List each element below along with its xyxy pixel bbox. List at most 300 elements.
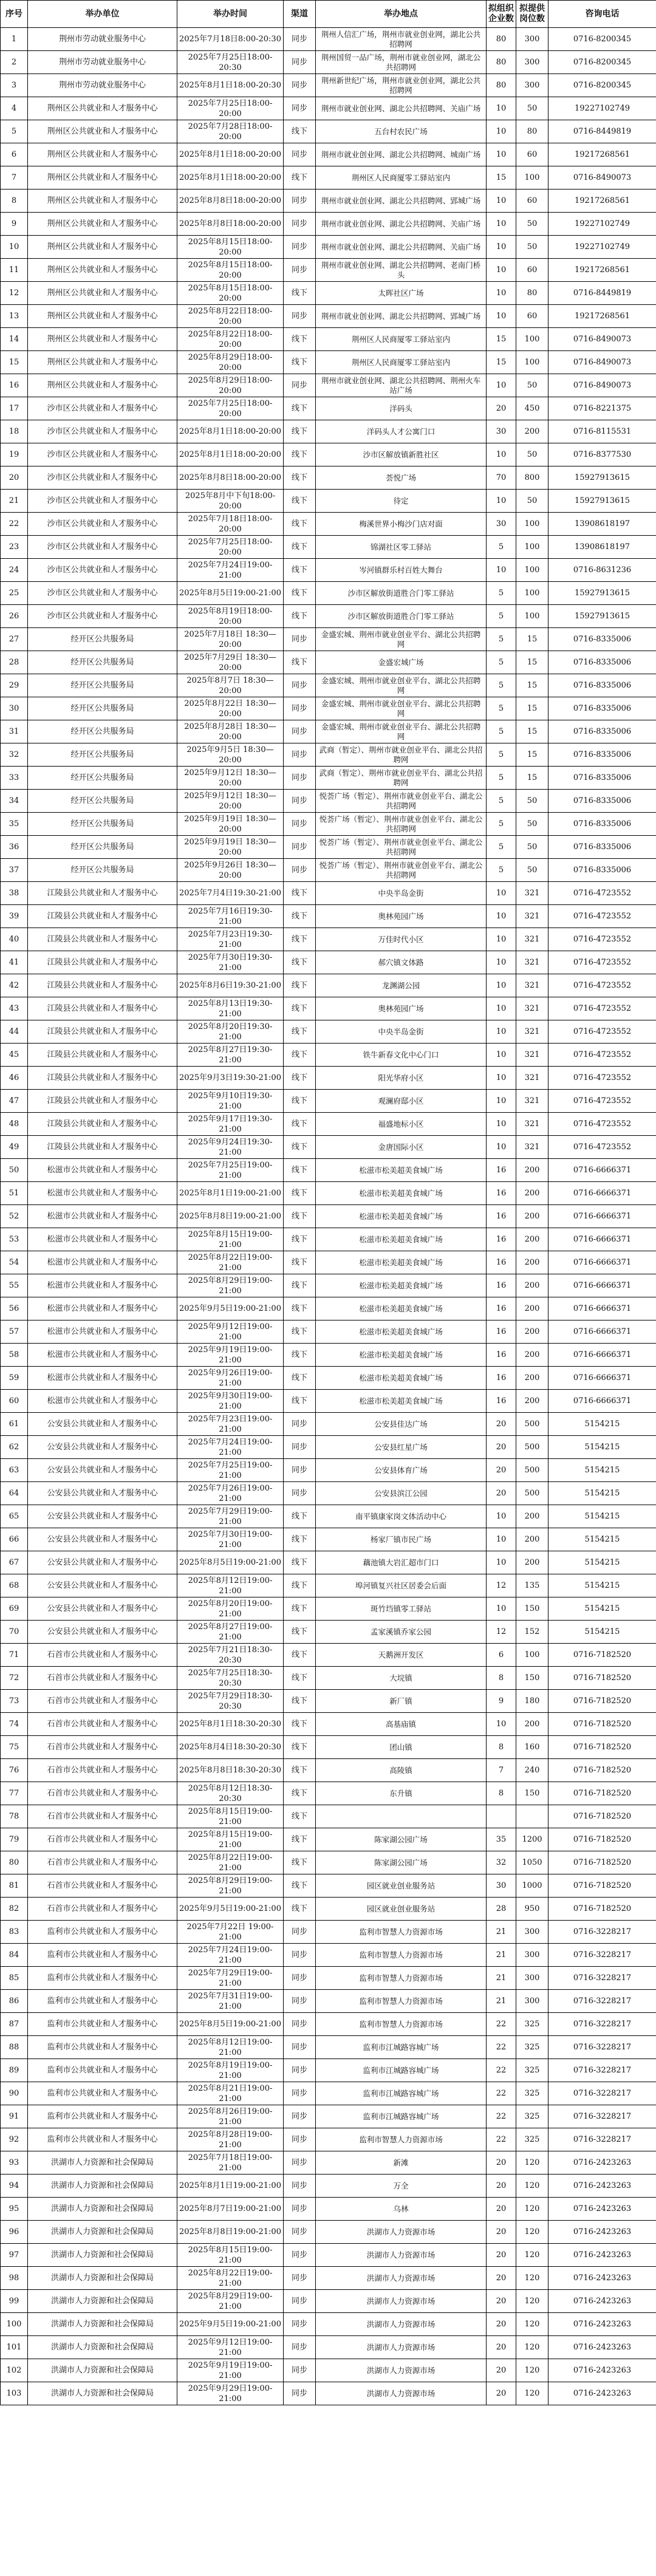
cell-organizer: 洪湖市人力资源和社会保障局 — [28, 2198, 177, 2221]
cell-job-count: 80 — [516, 120, 548, 143]
cell-job-count: 200 — [516, 1228, 548, 1251]
cell-phone: 13908618197 — [548, 536, 656, 559]
cell-index: 87 — [1, 2013, 28, 2036]
cell-channel: 线下 — [284, 559, 316, 582]
cell-time: 2025年7月23日19:30-21:00 — [177, 928, 284, 951]
cell-company-count: 10 — [487, 559, 516, 582]
cell-channel: 线下 — [284, 1090, 316, 1113]
table-row — [1, 1320, 656, 1344]
cell-phone: 0716-3228217 — [548, 1944, 656, 1967]
cell-job-count: 325 — [516, 2082, 548, 2105]
cell-job-count: 15 — [516, 697, 548, 720]
cell-job-count: 120 — [516, 2267, 548, 2290]
cell-index: 93 — [1, 2151, 28, 2175]
cell-channel: 线下 — [284, 1320, 316, 1344]
cell-organizer: 监利市公共就业和人才服务中心 — [28, 2013, 177, 2036]
table-row — [1, 1367, 656, 1390]
cell-phone: 19227102749 — [548, 97, 656, 120]
header-job-count: 拟提供岗位数 — [516, 1, 548, 28]
table-row — [1, 1828, 656, 1851]
cell-job-count: 80 — [516, 282, 548, 305]
cell-index: 36 — [1, 836, 28, 859]
cell-organizer: 公安县公共就业和人才服务中心 — [28, 1551, 177, 1574]
cell-time: 2025年8月8日18:00-20:00 — [177, 190, 284, 213]
cell-organizer: 松滋市公共就业和人才服务中心 — [28, 1297, 177, 1320]
table-row — [1, 2059, 656, 2082]
cell-time: 2025年8月27日19:00-21:00 — [177, 1621, 284, 1644]
cell-phone: 0716-2423263 — [548, 2244, 656, 2267]
cell-phone: 0716-3228217 — [548, 2036, 656, 2059]
cell-company-count: 35 — [487, 1828, 516, 1851]
cell-job-count: 100 — [516, 351, 548, 374]
cell-channel: 同步 — [284, 1413, 316, 1436]
cell-job-count: 321 — [516, 1136, 548, 1159]
cell-time: 2025年8月27日19:30-21:00 — [177, 1044, 284, 1067]
cell-location: 松滋市松美超美食城广场 — [316, 1344, 487, 1367]
cell-index: 99 — [1, 2290, 28, 2313]
cell-time: 2025年7月25日18:00-20:00 — [177, 397, 284, 420]
cell-phone: 0716-4723552 — [548, 928, 656, 951]
cell-location: 松滋市松美超美食城广场 — [316, 1390, 487, 1413]
cell-location: 沙市区解放镇新胜社区 — [316, 443, 487, 466]
cell-job-count: 500 — [516, 1482, 548, 1505]
table-row — [1, 1205, 656, 1228]
cell-job-count: 60 — [516, 305, 548, 328]
header-time: 举办时间 — [177, 1, 284, 28]
cell-channel: 同步 — [284, 1482, 316, 1505]
cell-company-count: 10 — [487, 443, 516, 466]
cell-organizer: 江陵县公共就业和人才服务中心 — [28, 1136, 177, 1159]
cell-organizer: 沙市区公共就业和人才服务中心 — [28, 420, 177, 443]
cell-time: 2025年9月12日19:00-21:00 — [177, 1320, 284, 1344]
cell-index: 23 — [1, 536, 28, 559]
cell-location: 监利市江城路容城广场 — [316, 2036, 487, 2059]
table-row — [1, 1874, 656, 1898]
table-row — [1, 2221, 656, 2244]
cell-organizer: 松滋市公共就业和人才服务中心 — [28, 1367, 177, 1390]
cell-index: 54 — [1, 1251, 28, 1274]
cell-channel: 线下 — [284, 997, 316, 1020]
cell-organizer: 荆州区公共就业和人才服务中心 — [28, 328, 177, 351]
table-row — [1, 1228, 656, 1251]
cell-job-count: 100 — [516, 582, 548, 605]
cell-job-count: 321 — [516, 1113, 548, 1136]
cell-job-count: 100 — [516, 1644, 548, 1667]
table-row — [1, 1251, 656, 1274]
cell-company-count: 5 — [487, 720, 516, 743]
cell-company-count: 15 — [487, 351, 516, 374]
cell-location: 荆州新世纪广场，荆州市就业创业网，湖北公共招聘网 — [316, 74, 487, 97]
cell-phone: 19217268561 — [548, 259, 656, 282]
cell-location: 公安县体育广场 — [316, 1459, 487, 1482]
cell-company-count: 10 — [487, 1528, 516, 1551]
cell-location: 金盛宏城、荆州市就业创业平台、湖北公共招聘网 — [316, 628, 487, 651]
cell-time: 2025年8月7日 18:30—20:00 — [177, 674, 284, 697]
cell-job-count: 1000 — [516, 1874, 548, 1898]
cell-index: 79 — [1, 1828, 28, 1851]
cell-phone: 0716-8200345 — [548, 74, 656, 97]
table-row — [1, 513, 656, 536]
cell-company-count: 6 — [487, 1644, 516, 1667]
cell-phone: 0716-8200345 — [548, 51, 656, 74]
cell-location: 沙市区解放街道胜合门零工驿站 — [316, 582, 487, 605]
cell-index: 10 — [1, 236, 28, 259]
cell-time: 2025年8月26日19:00-21:00 — [177, 2105, 284, 2128]
cell-index: 100 — [1, 2313, 28, 2336]
table-row — [1, 813, 656, 836]
cell-location: 武商（暂定）、荆州市就业创业平台、湖北公共招聘网 — [316, 743, 487, 767]
cell-organizer: 沙市区公共就业和人才服务中心 — [28, 513, 177, 536]
cell-channel: 同步 — [284, 190, 316, 213]
table-row — [1, 997, 656, 1020]
cell-company-count: 16 — [487, 1390, 516, 1413]
cell-location: 监利市智慧人力资源市场 — [316, 1967, 487, 1990]
cell-channel: 同步 — [284, 28, 316, 51]
cell-index: 3 — [1, 74, 28, 97]
cell-time: 2025年8月15日18:00-20:00 — [177, 259, 284, 282]
cell-job-count: 321 — [516, 974, 548, 997]
cell-organizer: 石首市公共就业和人才服务中心 — [28, 1782, 177, 1805]
cell-organizer: 洪湖市人力资源和社会保障局 — [28, 2359, 177, 2382]
cell-company-count: 16 — [487, 1274, 516, 1297]
cell-index: 8 — [1, 190, 28, 213]
cell-organizer: 公安县公共就业和人才服务中心 — [28, 1574, 177, 1597]
cell-channel: 同步 — [284, 2059, 316, 2082]
cell-index: 58 — [1, 1344, 28, 1367]
cell-location: 监利市智慧人力资源市场 — [316, 1921, 487, 1944]
cell-index: 40 — [1, 928, 28, 951]
cell-company-count: 10 — [487, 1090, 516, 1113]
cell-channel: 线下 — [284, 1251, 316, 1274]
cell-phone: 0716-8335006 — [548, 813, 656, 836]
cell-time: 2025年9月5日19:00-21:00 — [177, 2313, 284, 2336]
cell-organizer: 监利市公共就业和人才服务中心 — [28, 1990, 177, 2013]
cell-company-count: 20 — [487, 1413, 516, 1436]
cell-channel: 同步 — [284, 374, 316, 397]
cell-organizer: 监利市公共就业和人才服务中心 — [28, 2036, 177, 2059]
cell-phone: 0716-6666371 — [548, 1344, 656, 1367]
cell-company-count: 5 — [487, 767, 516, 790]
cell-location: 金盛宏城、荆州市就业创业平台、湖北公共招聘网 — [316, 674, 487, 697]
cell-company-count: 10 — [487, 1597, 516, 1621]
cell-phone: 0716-4723552 — [548, 1113, 656, 1136]
cell-location: 荆州区人民商厦零工驿站室内 — [316, 351, 487, 374]
cell-company-count: 80 — [487, 74, 516, 97]
cell-location: 松滋市松美超美食城广场 — [316, 1297, 487, 1320]
cell-phone: 0716-4723552 — [548, 974, 656, 997]
cell-location: 监利市智慧人力资源市场 — [316, 1944, 487, 1967]
cell-location: 松滋市松美超美食城广场 — [316, 1205, 487, 1228]
cell-phone: 0716-6666371 — [548, 1367, 656, 1390]
cell-time: 2025年9月24日19:30-21:00 — [177, 1136, 284, 1159]
cell-job-count: 15 — [516, 651, 548, 674]
cell-location: 乌林 — [316, 2198, 487, 2221]
cell-location: 金盛宏城、荆州市就业创业平台、湖北公共招聘网 — [316, 720, 487, 743]
table-body — [1, 28, 656, 2405]
cell-location: 金盛宏城广场 — [316, 651, 487, 674]
cell-phone: 0716-2423263 — [548, 2175, 656, 2198]
table-row — [1, 1667, 656, 1690]
cell-time: 2025年7月25日18:00-20:00 — [177, 97, 284, 120]
cell-time: 2025年7月29日19:00-21:00 — [177, 1505, 284, 1528]
cell-location: 园区就业创业服务站 — [316, 1898, 487, 1921]
table-row — [1, 1990, 656, 2013]
cell-organizer: 监利市公共就业和人才服务中心 — [28, 1944, 177, 1967]
cell-time: 2025年8月5日19:00-21:00 — [177, 582, 284, 605]
header-company-count: 拟组织企业数 — [487, 1, 516, 28]
cell-location: 郝穴镇文体路 — [316, 951, 487, 974]
cell-location: 金唐国际小区 — [316, 1136, 487, 1159]
cell-time: 2025年7月25日18:00-20:30 — [177, 51, 284, 74]
cell-phone: 0716-8335006 — [548, 674, 656, 697]
cell-organizer: 沙市区公共就业和人才服务中心 — [28, 582, 177, 605]
cell-job-count: 321 — [516, 997, 548, 1020]
cell-phone: 0716-2423263 — [548, 2221, 656, 2244]
header-phone: 咨询电话 — [548, 1, 656, 28]
cell-time: 2025年8月22日18:00-20:00 — [177, 328, 284, 351]
cell-location: 待定 — [316, 490, 487, 513]
cell-phone: 0716-3228217 — [548, 2082, 656, 2105]
cell-organizer: 江陵县公共就业和人才服务中心 — [28, 997, 177, 1020]
cell-index: 34 — [1, 790, 28, 813]
cell-channel: 同步 — [284, 2013, 316, 2036]
cell-organizer: 江陵县公共就业和人才服务中心 — [28, 928, 177, 951]
cell-job-count: 200 — [516, 1390, 548, 1413]
cell-organizer: 江陵县公共就业和人才服务中心 — [28, 882, 177, 905]
cell-time: 2025年8月29日18:00-20:00 — [177, 351, 284, 374]
cell-job-count — [516, 1805, 548, 1828]
cell-index: 86 — [1, 1990, 28, 2013]
cell-time: 2025年9月26日19:00-21:00 — [177, 1367, 284, 1390]
cell-channel: 同步 — [284, 1459, 316, 1482]
table-row — [1, 697, 656, 720]
cell-phone: 0716-8490073 — [548, 374, 656, 397]
cell-organizer: 洪湖市人力资源和社会保障局 — [28, 2244, 177, 2267]
cell-phone: 5154215 — [548, 1505, 656, 1528]
table-row — [1, 651, 656, 674]
cell-phone: 0716-3228217 — [548, 2013, 656, 2036]
cell-location: 荆州市就业创业网、湖北公共招聘网、城南广场 — [316, 143, 487, 166]
cell-location: 监利市江城路容城广场 — [316, 2082, 487, 2105]
cell-location: 洪湖市人力资源市场 — [316, 2336, 487, 2359]
cell-job-count: 120 — [516, 2359, 548, 2382]
cell-time: 2025年9月5日19:00-21:00 — [177, 1297, 284, 1320]
cell-phone: 0716-2423263 — [548, 2382, 656, 2405]
table-row — [1, 236, 656, 259]
cell-location: 沙市区解放街道胜合门零工驿站 — [316, 605, 487, 628]
cell-time: 2025年7月24日19:00-21:00 — [177, 1944, 284, 1967]
cell-location: 公安县佳达广场 — [316, 1413, 487, 1436]
cell-index: 47 — [1, 1090, 28, 1113]
cell-job-count: 15 — [516, 720, 548, 743]
cell-phone: 0716-8200345 — [548, 28, 656, 51]
table-row — [1, 1967, 656, 1990]
cell-channel: 线下 — [284, 651, 316, 674]
cell-job-count: 160 — [516, 1736, 548, 1759]
cell-phone: 0716-8449819 — [548, 120, 656, 143]
cell-index: 5 — [1, 120, 28, 143]
cell-time: 2025年7月18日8:00-20:30 — [177, 28, 284, 51]
cell-company-count: 22 — [487, 2059, 516, 2082]
table-row — [1, 2013, 656, 2036]
cell-phone: 0716-6666371 — [548, 1205, 656, 1228]
cell-channel: 线下 — [284, 1828, 316, 1851]
cell-location: 陈家湖公园广场 — [316, 1828, 487, 1851]
cell-company-count: 20 — [487, 1482, 516, 1505]
cell-channel: 线下 — [284, 328, 316, 351]
cell-phone: 0716-8335006 — [548, 743, 656, 767]
cell-organizer: 荆州区公共就业和人才服务中心 — [28, 166, 177, 190]
cell-location: 洪湖市人力资源市场 — [316, 2244, 487, 2267]
cell-phone: 15927913615 — [548, 582, 656, 605]
cell-job-count: 50 — [516, 236, 548, 259]
cell-job-count: 325 — [516, 2105, 548, 2128]
cell-phone: 0716-8221375 — [548, 397, 656, 420]
table-row — [1, 2105, 656, 2128]
cell-time: 2025年9月19日 18:30—20:00 — [177, 813, 284, 836]
cell-phone: 0716-4723552 — [548, 997, 656, 1020]
cell-index: 96 — [1, 2221, 28, 2244]
cell-organizer: 松滋市公共就业和人才服务中心 — [28, 1159, 177, 1182]
table-row — [1, 559, 656, 582]
cell-job-count: 200 — [516, 1182, 548, 1205]
cell-channel: 线下 — [284, 1067, 316, 1090]
cell-index: 98 — [1, 2267, 28, 2290]
cell-phone: 0716-7182520 — [548, 1782, 656, 1805]
cell-index: 17 — [1, 397, 28, 420]
cell-channel: 同步 — [284, 2359, 316, 2382]
cell-phone: 0716-2423263 — [548, 2313, 656, 2336]
cell-channel: 同步 — [284, 720, 316, 743]
cell-index: 75 — [1, 1736, 28, 1759]
table-row — [1, 28, 656, 51]
cell-time: 2025年8月8日18:30-20:30 — [177, 1759, 284, 1782]
cell-job-count: 300 — [516, 1990, 548, 2013]
cell-time: 2025年8月1日18:00-20:00 — [177, 166, 284, 190]
cell-time: 2025年8月5日19:00-21:00 — [177, 1551, 284, 1574]
cell-channel: 同步 — [284, 2244, 316, 2267]
cell-index: 19 — [1, 443, 28, 466]
table-row — [1, 1690, 656, 1713]
cell-job-count: 150 — [516, 1597, 548, 1621]
cell-index: 21 — [1, 490, 28, 513]
table-row — [1, 2082, 656, 2105]
cell-company-count: 10 — [487, 905, 516, 928]
cell-location: 万全 — [316, 2175, 487, 2198]
cell-index: 66 — [1, 1528, 28, 1551]
cell-index: 72 — [1, 1667, 28, 1690]
cell-channel: 线下 — [284, 1667, 316, 1690]
cell-job-count: 1200 — [516, 1828, 548, 1851]
cell-company-count: 10 — [487, 374, 516, 397]
cell-organizer: 石首市公共就业和人才服务中心 — [28, 1805, 177, 1828]
table-row — [1, 974, 656, 997]
cell-phone: 0716-3228217 — [548, 1967, 656, 1990]
cell-company-count: 16 — [487, 1297, 516, 1320]
cell-job-count: 100 — [516, 166, 548, 190]
cell-phone: 0716-2423263 — [548, 2336, 656, 2359]
cell-company-count: 30 — [487, 513, 516, 536]
cell-channel: 线下 — [284, 282, 316, 305]
cell-time: 2025年8月1日18:30-20:30 — [177, 1713, 284, 1736]
cell-organizer: 监利市公共就业和人才服务中心 — [28, 2059, 177, 2082]
cell-location: 万佳时代小区 — [316, 928, 487, 951]
cell-company-count: 12 — [487, 1574, 516, 1597]
cell-phone: 5154215 — [548, 1436, 656, 1459]
cell-job-count: 300 — [516, 1944, 548, 1967]
cell-channel: 同步 — [284, 674, 316, 697]
cell-phone: 0716-8631236 — [548, 559, 656, 582]
cell-organizer: 经开区公共服务局 — [28, 836, 177, 859]
cell-organizer: 公安县公共就业和人才服务中心 — [28, 1482, 177, 1505]
cell-time: 2025年7月24日19:00-21:00 — [177, 559, 284, 582]
cell-time: 2025年7月26日19:00-21:00 — [177, 1482, 284, 1505]
cell-time: 2025年8月15日19:00-21:00 — [177, 2244, 284, 2267]
cell-job-count: 120 — [516, 2221, 548, 2244]
cell-phone: 5154215 — [548, 1413, 656, 1436]
cell-time: 2025年9月19日19:00-21:00 — [177, 2359, 284, 2382]
cell-company-count: 20 — [487, 2313, 516, 2336]
table-row — [1, 190, 656, 213]
cell-location — [316, 1805, 487, 1828]
cell-time: 2025年8月29日18:00-20:00 — [177, 374, 284, 397]
cell-time: 2025年8月8日18:00-20:00 — [177, 466, 284, 490]
cell-company-count: 5 — [487, 651, 516, 674]
cell-location: 监利市智慧人力资源市场 — [316, 2013, 487, 2036]
cell-company-count: 10 — [487, 1136, 516, 1159]
cell-organizer: 荆州市劳动就业服务中心 — [28, 74, 177, 97]
cell-phone: 0716-7182520 — [548, 1851, 656, 1874]
cell-phone: 5154215 — [548, 1551, 656, 1574]
cell-channel: 线下 — [284, 420, 316, 443]
cell-job-count: 120 — [516, 2244, 548, 2267]
cell-location: 公安县滨江公园 — [316, 1482, 487, 1505]
cell-index: 9 — [1, 213, 28, 236]
cell-job-count: 200 — [516, 1367, 548, 1390]
cell-organizer: 荆州区公共就业和人才服务中心 — [28, 120, 177, 143]
cell-index: 20 — [1, 466, 28, 490]
cell-index: 38 — [1, 882, 28, 905]
cell-time: 2025年8月8日19:00-21:00 — [177, 1205, 284, 1228]
cell-location: 阳光华府小区 — [316, 1067, 487, 1090]
cell-channel: 线下 — [284, 1159, 316, 1182]
cell-phone: 0716-2423263 — [548, 2359, 656, 2382]
cell-index: 24 — [1, 559, 28, 582]
cell-index: 45 — [1, 1044, 28, 1067]
cell-phone: 0716-8490073 — [548, 328, 656, 351]
cell-phone: 19227102749 — [548, 213, 656, 236]
cell-phone: 0716-3228217 — [548, 1990, 656, 2013]
cell-organizer: 公安县公共就业和人才服务中心 — [28, 1505, 177, 1528]
table-row — [1, 790, 656, 813]
table-row — [1, 1482, 656, 1505]
cell-job-count: 100 — [516, 536, 548, 559]
cell-time: 2025年7月25日18:30-20:30 — [177, 1667, 284, 1690]
cell-channel: 线下 — [284, 1505, 316, 1528]
cell-channel: 线下 — [284, 1136, 316, 1159]
cell-organizer: 经开区公共服务局 — [28, 767, 177, 790]
cell-index: 57 — [1, 1320, 28, 1344]
cell-channel: 同步 — [284, 1944, 316, 1967]
cell-organizer: 洪湖市人力资源和社会保障局 — [28, 2382, 177, 2405]
cell-organizer: 松滋市公共就业和人才服务中心 — [28, 1228, 177, 1251]
table-row — [1, 2290, 656, 2313]
cell-location: 福盛地标小区 — [316, 1113, 487, 1136]
cell-index: 69 — [1, 1597, 28, 1621]
cell-time: 2025年7月25日18:00-20:00 — [177, 536, 284, 559]
cell-job-count: 50 — [516, 374, 548, 397]
cell-organizer: 石首市公共就业和人才服务中心 — [28, 1644, 177, 1667]
